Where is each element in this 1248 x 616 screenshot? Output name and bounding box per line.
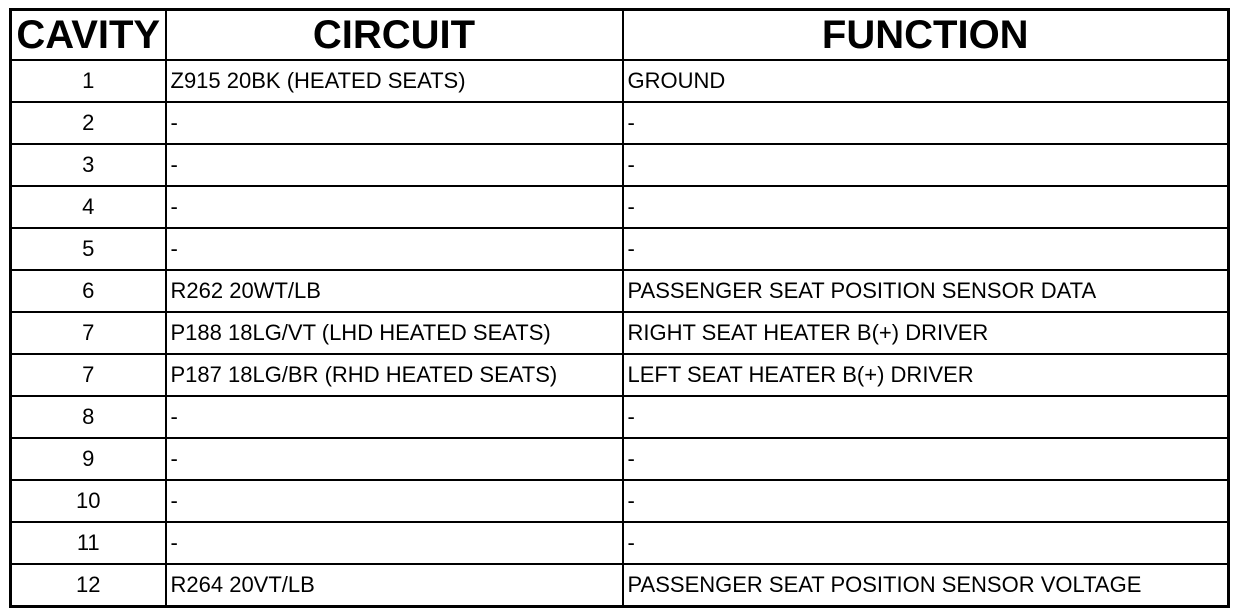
header-circuit-label: CIRCUIT [312, 12, 476, 57]
function-cell: GROUND [623, 60, 1229, 102]
table-row [11, 60, 1229, 102]
circuit-cell: - [166, 144, 623, 186]
circuit-cell: - [166, 438, 623, 480]
header-function [623, 10, 1229, 61]
header-circuit [166, 10, 623, 61]
cavity-cell: 10 [11, 480, 166, 522]
circuit-cell: P187 18LG/BR (RHD HEATED SEATS) [166, 354, 623, 396]
connector-pinout-table [9, 8, 1230, 608]
circuit-cell: - [166, 228, 623, 270]
table-row [11, 522, 1229, 564]
cavity-cell: 6 [11, 270, 166, 312]
cavity-cell: 7 [11, 354, 166, 396]
circuit-cell: - [166, 480, 623, 522]
circuit-cell: Z915 20BK (HEATED SEATS) [166, 60, 623, 102]
function-cell: LEFT SEAT HEATER B(+) DRIVER [623, 354, 1229, 396]
table-row [11, 102, 1229, 144]
table-row [11, 354, 1229, 396]
cavity-cell: 12 [11, 564, 166, 607]
cavity-cell: 2 [11, 102, 166, 144]
circuit-cell: - [166, 186, 623, 228]
function-cell: - [623, 396, 1229, 438]
header-cavity [11, 10, 166, 61]
function-cell: - [623, 522, 1229, 564]
cavity-cell: 11 [11, 522, 166, 564]
connector-pinout-table-wrapper [9, 8, 1227, 607]
circuit-cell: P188 18LG/VT (LHD HEATED SEATS) [166, 312, 623, 354]
function-cell: - [623, 438, 1229, 480]
table-row [11, 312, 1229, 354]
cavity-cell: 3 [11, 144, 166, 186]
header-row [11, 10, 1229, 61]
function-cell: - [623, 144, 1229, 186]
header-function-label: FUNCTION [821, 12, 1029, 57]
function-cell: PASSENGER SEAT POSITION SENSOR VOLTAGE [623, 564, 1229, 607]
circuit-cell: R264 20VT/LB [166, 564, 623, 607]
function-cell: - [623, 102, 1229, 144]
function-cell: RIGHT SEAT HEATER B(+) DRIVER [623, 312, 1229, 354]
function-cell: - [623, 480, 1229, 522]
cavity-cell: 4 [11, 186, 166, 228]
header-cavity-label: CAVITY [16, 12, 161, 57]
table-row [11, 186, 1229, 228]
circuit-cell: - [166, 396, 623, 438]
table-row [11, 564, 1229, 607]
circuit-cell: - [166, 102, 623, 144]
table-row [11, 480, 1229, 522]
cavity-cell: 1 [11, 60, 166, 102]
cavity-cell: 5 [11, 228, 166, 270]
cavity-cell: 9 [11, 438, 166, 480]
circuit-cell: R262 20WT/LB [166, 270, 623, 312]
table-row [11, 438, 1229, 480]
circuit-cell: - [166, 522, 623, 564]
cavity-cell: 8 [11, 396, 166, 438]
function-cell: - [623, 186, 1229, 228]
table-row [11, 228, 1229, 270]
function-cell: PASSENGER SEAT POSITION SENSOR DATA [623, 270, 1229, 312]
table-row [11, 396, 1229, 438]
table-row [11, 144, 1229, 186]
table-row [11, 270, 1229, 312]
cavity-cell: 7 [11, 312, 166, 354]
function-cell: - [623, 228, 1229, 270]
